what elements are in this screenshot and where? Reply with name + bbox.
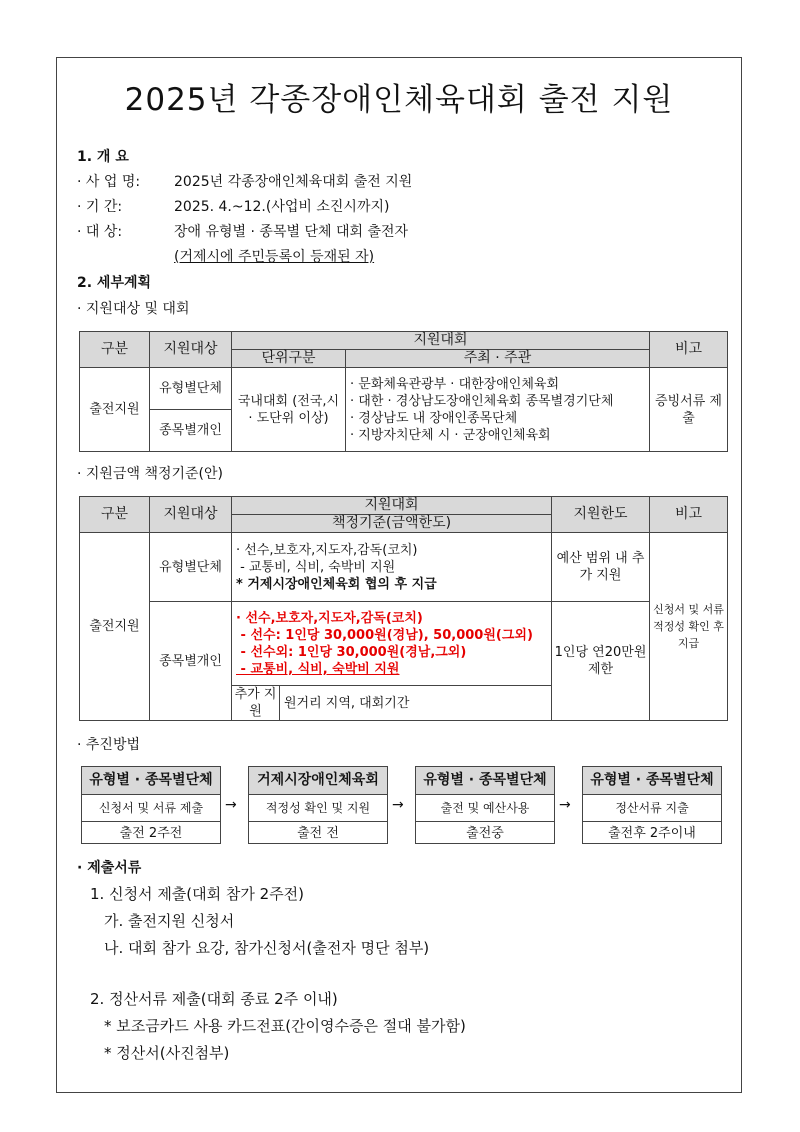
documents-item-1: 1. 신청서 제출(대회 참가 2주전)	[90, 885, 305, 903]
header-note: 비고	[650, 332, 728, 368]
criteria-line: - 교통비, 식비, 숙박비 지원	[236, 661, 400, 677]
host-line: · 문화체육관광부 · 대한장애인체육회	[350, 376, 560, 392]
cell-target-individual: 종목별개인	[150, 410, 232, 452]
header-host: 주최 · 주관	[346, 350, 650, 368]
cell-gubun: 출전지원	[80, 533, 150, 721]
flow-arrow-icon: →	[559, 797, 571, 813]
cell-target-individual: 종목별개인	[150, 602, 232, 721]
cell-unit: 국내대회 (전국,시 · 도단위 이상)	[232, 368, 346, 452]
overview-label-period: · 기 간:	[77, 199, 123, 215]
criteria-line: * 거제시장애인체육회 협의 후 지급	[236, 576, 437, 592]
header-target: 지원대상	[150, 332, 232, 368]
flow-step-4	[582, 766, 722, 844]
cell-criteria-individual	[232, 602, 552, 686]
page-title: 2025년 각종장애인체육대회 출전 지원	[124, 82, 674, 118]
flow-step-2	[248, 766, 388, 844]
flow-step-action: 출전 및 예산사용	[416, 795, 554, 822]
flow-step-action: 적정성 확인 및 지원	[249, 795, 387, 822]
cell-target-group: 유형별단체	[150, 533, 232, 602]
cell-criteria-group	[232, 533, 552, 602]
flow-step-action: 신청서 및 서류 제출	[82, 795, 220, 822]
header-event: 지원대회	[232, 332, 650, 350]
documents-item-1b: 나. 대회 참가 요강, 참가신청서(출전자 명단 첨부)	[104, 939, 430, 957]
cell-target-group: 유형별단체	[150, 368, 232, 410]
cell-extra-label: 추가 지원	[232, 686, 280, 721]
header-note: 비고	[650, 497, 728, 533]
cell-note: 증빙서류 제출	[650, 368, 728, 452]
host-line: · 대한 · 경상남도장애인체육회 종목별경기단체	[350, 393, 614, 409]
overview-value-target: 장애 유형별 · 종목별 단체 대회 출전자	[174, 224, 409, 240]
section-overview-heading: 1. 개 요	[77, 149, 129, 165]
document-frame	[56, 57, 742, 1093]
header-gubun: 구분	[80, 497, 150, 533]
flow-step-head: 유형별 · 종목별단체	[583, 767, 721, 795]
criteria-line: - 선수외: 1인당 30,000원(경남,그외)	[236, 644, 467, 660]
cell-note: 신청서 및 서류 적정성 확인 후 지급	[650, 533, 728, 721]
header-event: 지원대회	[232, 497, 552, 515]
section-plan-heading: 2. 세부계획	[77, 275, 152, 291]
amount-criteria-table	[79, 496, 728, 721]
criteria-line: - 선수: 1인당 30,000원(경남), 50,000원(그외)	[236, 627, 533, 643]
flow-step-timing: 출전 2주전	[119, 826, 183, 841]
flow-step-timing: 출전후 2주이내	[608, 826, 696, 841]
section-documents-heading: · 제출서류	[77, 860, 142, 876]
documents-item-2: 2. 정산서류 제출(대회 종료 2주 이내)	[90, 990, 338, 1008]
header-gubun: 구분	[80, 332, 150, 368]
flow-step-timing: 출전중	[466, 826, 504, 841]
flow-step-timing: 출전 전	[297, 826, 339, 841]
flow-arrow-icon: →	[392, 797, 404, 813]
host-line: · 경상남도 내 장애인종목단체	[350, 410, 518, 426]
overview-value-period: 2025. 4.~12.(사업비 소진시까지)	[174, 199, 390, 215]
header-target: 지원대상	[150, 497, 232, 533]
header-criteria: 책정기준(금액한도)	[232, 515, 552, 533]
documents-item-2b: * 정산서(사진첨부)	[104, 1044, 230, 1062]
overview-value-name: 2025년 각종장애인체육대회 출전 지원	[174, 174, 413, 190]
header-unit: 단위구분	[232, 350, 346, 368]
overview-label-name: · 사 업 명:	[77, 174, 141, 190]
flow-step-head: 유형별 · 종목별단체	[82, 767, 220, 795]
flow-step-3	[415, 766, 555, 844]
subsection-amount-criteria: · 지원금액 책정기준(안)	[77, 466, 223, 482]
flow-arrow-icon: →	[225, 797, 237, 813]
overview-label-target: · 대 상:	[77, 224, 123, 240]
cell-limit-individual: 1인당 연20만원 제한	[552, 602, 650, 721]
support-target-table	[79, 331, 728, 452]
documents-item-2a: * 보조금카드 사용 카드전표(간이영수증은 절대 불가함)	[104, 1017, 466, 1035]
cell-hosts	[346, 368, 650, 452]
flow-step-head: 거제시장애인체육회	[249, 767, 387, 795]
host-line: · 지방자치단체 시 · 군장애인체육회	[350, 427, 551, 443]
header-limit: 지원한도	[552, 497, 650, 533]
flow-step-head: 유형별 · 종목별단체	[416, 767, 554, 795]
cell-limit-group: 예산 범위 내 추가 지원	[552, 533, 650, 602]
documents-item-1a: 가. 출전지원 신청서	[104, 912, 235, 930]
overview-target-note: (거제시에 주민등록이 등재된 자)	[174, 249, 375, 265]
criteria-line: · 선수,보호자,지도자,감독(코치)	[236, 610, 423, 626]
cell-gubun: 출전지원	[80, 368, 150, 452]
criteria-line: · 선수,보호자,지도자,감독(코치)	[236, 542, 418, 558]
flow-step-action: 정산서류 지출	[583, 795, 721, 822]
subsection-process: · 추진방법	[77, 737, 140, 753]
subsection-target-events: · 지원대상 및 대회	[77, 301, 190, 317]
criteria-line: - 교통비, 식비, 숙박비 지원	[236, 559, 396, 575]
cell-extra-value: 원거리 지역, 대회기간	[280, 686, 552, 721]
flow-step-1	[81, 766, 221, 844]
